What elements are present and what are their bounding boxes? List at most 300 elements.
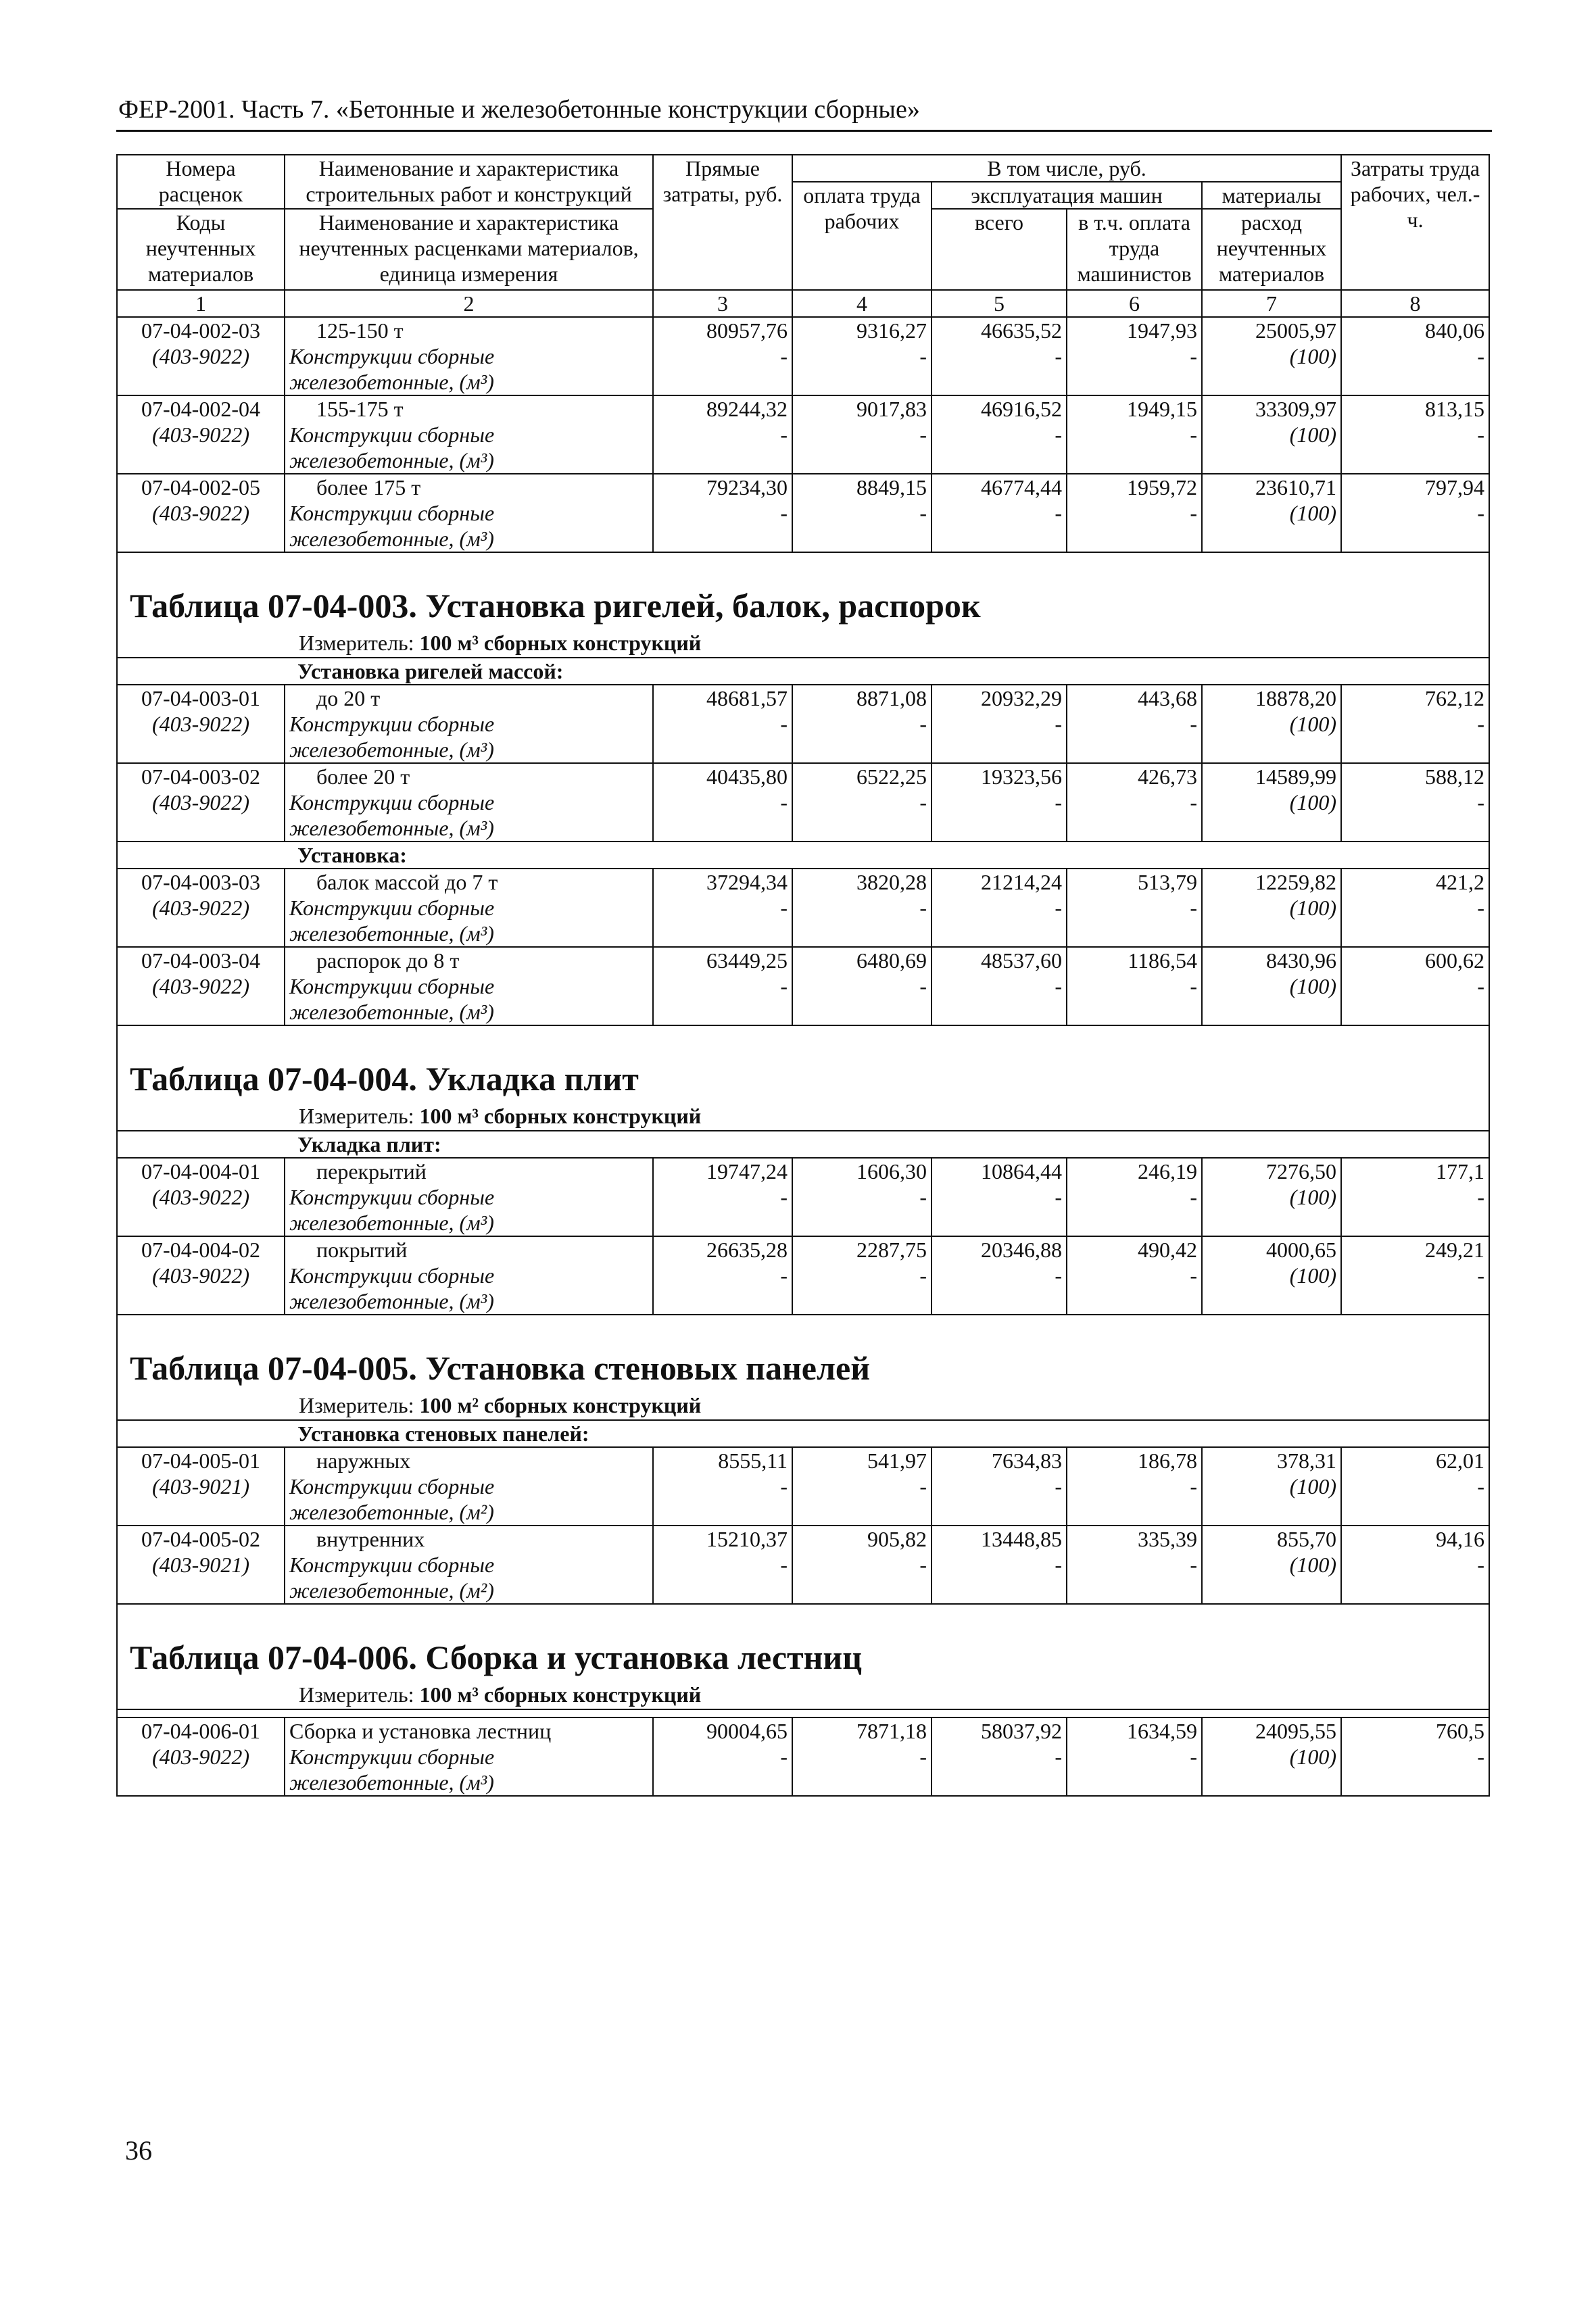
col-number: 4 (792, 290, 932, 317)
labor-hours-value: 762,12 (1425, 686, 1485, 710)
rate-code-sub: (403-9022) (152, 974, 249, 998)
machinist-pay (1067, 685, 1202, 763)
machine-total-value: 48537,60 (981, 948, 1062, 973)
rate-code (117, 1447, 285, 1526)
labor-pay-value: 2287,75 (856, 1238, 927, 1262)
labor-pay-value: 8849,15 (856, 475, 927, 499)
rate-code (117, 1717, 285, 1796)
materials-cost (1202, 1158, 1341, 1236)
rate-code-sub: (403-9022) (152, 1185, 249, 1209)
materials-cost-sub: (100) (1289, 974, 1337, 998)
material-unit: железобетонные, (м²) (289, 1578, 494, 1603)
work-name-cell (285, 1447, 653, 1526)
table-row (117, 1526, 1489, 1604)
materials-cost-sub: (100) (1289, 1185, 1337, 1209)
labor-pay-sub: - (919, 1745, 927, 1769)
machinist-pay-value: 1634,59 (1127, 1719, 1197, 1743)
labor-hours (1341, 763, 1489, 842)
direct-costs (653, 1447, 792, 1526)
work-name-cell (285, 947, 653, 1025)
work-name-cell (285, 317, 653, 395)
rate-code-sub: (403-9022) (152, 344, 249, 368)
rate-code (117, 395, 285, 474)
labor-hours-value: 94,16 (1436, 1527, 1485, 1551)
machine-total (932, 1158, 1067, 1236)
machine-total-value: 10864,44 (981, 1159, 1062, 1184)
table-row (117, 474, 1489, 552)
labor-hours (1341, 317, 1489, 395)
direct-costs-value: 37294,34 (706, 870, 788, 894)
machinist-pay-sub: - (1190, 1263, 1197, 1288)
machinist-pay-value: 1959,72 (1127, 475, 1197, 499)
machinist-pay-sub: - (1190, 896, 1197, 920)
labor-pay-sub: - (919, 422, 927, 447)
measure-value: 100 м³ сборных конструкций (419, 631, 702, 655)
direct-costs (653, 1158, 792, 1236)
labor-pay-value: 9017,83 (856, 397, 927, 421)
work-name-cell (285, 1236, 653, 1315)
table-row (117, 1236, 1489, 1315)
work-name: 125-150 т (316, 318, 404, 343)
measure-label: Измеритель: (299, 1682, 414, 1707)
machinist-pay-value: 1947,93 (1127, 318, 1197, 343)
rate-code-value: 07-04-002-04 (141, 397, 260, 421)
group-label: Установка ригелей массой: (117, 658, 1489, 685)
col-number: 5 (932, 290, 1067, 317)
machine-total-sub: - (1055, 501, 1062, 525)
machine-total-value: 58037,92 (981, 1719, 1062, 1743)
direct-costs (653, 1717, 792, 1796)
machine-total-value: 20346,88 (981, 1238, 1062, 1262)
table-measure (117, 1678, 1489, 1709)
direct-costs-sub: - (780, 1474, 788, 1498)
materials-cost (1202, 1447, 1341, 1526)
rate-code-sub: (403-9022) (152, 501, 249, 525)
machinist-pay (1067, 1158, 1202, 1236)
direct-costs (653, 474, 792, 552)
labor-hours-sub: - (1477, 501, 1485, 525)
materials-cost-sub: (100) (1289, 1263, 1337, 1288)
work-name: наружных (316, 1448, 411, 1473)
direct-costs-value: 8555,11 (718, 1448, 788, 1473)
labor-hours-sub: - (1477, 1553, 1485, 1577)
machinist-pay (1067, 869, 1202, 947)
machinist-pay-value: 443,68 (1138, 686, 1197, 710)
materials-cost (1202, 474, 1341, 552)
rate-code-value: 07-04-003-03 (141, 870, 260, 894)
labor-pay-sub: - (919, 1263, 927, 1288)
materials-cost-sub: (100) (1289, 1553, 1337, 1577)
labor-pay (792, 1447, 932, 1526)
work-name: 155-175 т (316, 397, 404, 421)
labor-hours (1341, 869, 1489, 947)
machinist-pay-value: 246,19 (1138, 1159, 1197, 1184)
labor-hours-sub: - (1477, 1474, 1485, 1498)
direct-costs-sub: - (780, 501, 788, 525)
labor-pay-sub: - (919, 1185, 927, 1209)
machine-total-value: 13448,85 (981, 1527, 1062, 1551)
materials-cost (1202, 869, 1341, 947)
labor-pay (792, 1526, 932, 1604)
rate-code-value: 07-04-002-03 (141, 318, 260, 343)
labor-hours-sub: - (1477, 422, 1485, 447)
direct-costs (653, 685, 792, 763)
labor-pay-sub: - (919, 344, 927, 368)
machinist-pay-value: 426,73 (1138, 764, 1197, 789)
rate-code-sub: (403-9022) (152, 712, 249, 736)
table-title: Таблица 07-04-003. Установка ригелей, балок, распорок (117, 552, 1489, 626)
page-number: 36 (125, 2135, 152, 2166)
machine-total (932, 869, 1067, 947)
work-name: более 20 т (316, 764, 410, 789)
labor-pay (792, 317, 932, 395)
col-number: 7 (1202, 290, 1341, 317)
labor-hours-value: 600,62 (1425, 948, 1485, 973)
direct-costs-value: 19747,24 (706, 1159, 788, 1184)
col-number: 8 (1341, 290, 1489, 317)
measure-value: 100 м² сборных конструкций (419, 1393, 702, 1417)
labor-hours-value: 760,5 (1436, 1719, 1485, 1743)
labor-pay-value: 6480,69 (856, 948, 927, 973)
work-name: внутренних (316, 1527, 425, 1551)
col-header-materials: материалы (1202, 182, 1341, 209)
group-label: Укладка плит: (117, 1131, 1489, 1158)
work-name: перекрытий (316, 1159, 427, 1184)
labor-pay-value: 9316,27 (856, 318, 927, 343)
machinist-pay-sub: - (1190, 1185, 1197, 1209)
labor-hours (1341, 395, 1489, 474)
work-name-cell (285, 763, 653, 842)
machinist-pay-value: 1186,54 (1128, 948, 1197, 973)
table-measure (117, 626, 1489, 658)
machine-total-value: 46774,44 (981, 475, 1062, 499)
labor-hours-value: 840,06 (1425, 318, 1485, 343)
labor-hours-value: 813,15 (1425, 397, 1485, 421)
machine-total (932, 395, 1067, 474)
machinist-pay (1067, 1236, 1202, 1315)
material-name: Конструкции сборные (289, 896, 495, 920)
material-name: Конструкции сборные (289, 1745, 495, 1769)
materials-cost-sub: (100) (1289, 501, 1337, 525)
work-name-cell (285, 395, 653, 474)
labor-pay-value: 7871,18 (856, 1719, 927, 1743)
machine-total-value: 20932,29 (981, 686, 1062, 710)
work-name: покрытий (316, 1238, 408, 1262)
direct-costs-sub: - (780, 790, 788, 814)
machine-total-sub: - (1055, 1185, 1062, 1209)
labor-hours (1341, 685, 1489, 763)
col-header-direct-costs: Прямые затраты, руб. (653, 155, 792, 290)
measure-value: 100 м³ сборных конструкций (419, 1104, 702, 1128)
work-name: распорок до 8 т (316, 948, 460, 973)
materials-cost-value: 4000,65 (1266, 1238, 1337, 1262)
machine-total-value: 21214,24 (981, 870, 1062, 894)
machinist-pay (1067, 763, 1202, 842)
material-unit: железобетонные, (м³) (289, 1770, 494, 1795)
labor-hours-sub: - (1477, 1185, 1485, 1209)
labor-pay-sub: - (919, 790, 927, 814)
labor-hours-value: 62,01 (1436, 1448, 1485, 1473)
machinist-pay (1067, 1447, 1202, 1526)
machinist-pay (1067, 1717, 1202, 1796)
work-name: более 175 т (316, 475, 421, 499)
col-number: 1 (117, 290, 285, 317)
materials-cost (1202, 317, 1341, 395)
group-label: Установка стеновых панелей: (117, 1420, 1489, 1447)
table-row (117, 1447, 1489, 1526)
col-header-rate-numbers: Номера расценок (117, 155, 285, 209)
direct-costs-sub: - (780, 974, 788, 998)
work-name-cell (285, 869, 653, 947)
machine-total-value: 46635,52 (981, 318, 1062, 343)
direct-costs-value: 63449,25 (706, 948, 788, 973)
table-title: Таблица 07-04-004. Укладка плит (117, 1025, 1489, 1099)
labor-pay-sub: - (919, 1553, 927, 1577)
machinist-pay (1067, 474, 1202, 552)
col-header-machine-op: эксплуатация машин (932, 182, 1202, 209)
rate-code-sub: (403-9022) (152, 896, 249, 920)
labor-hours (1341, 474, 1489, 552)
rate-code-value: 07-04-004-02 (141, 1238, 260, 1262)
labor-hours (1341, 1717, 1489, 1796)
labor-pay-value: 1606,30 (856, 1159, 927, 1184)
machine-total-sub: - (1055, 344, 1062, 368)
material-name: Конструкции сборные (289, 790, 495, 814)
labor-pay-value: 6522,25 (856, 764, 927, 789)
materials-cost (1202, 685, 1341, 763)
machine-total-sub: - (1055, 1474, 1062, 1498)
rate-code-sub: (403-9022) (152, 422, 249, 447)
labor-hours-value: 177,1 (1436, 1159, 1485, 1184)
table-measure (117, 1099, 1489, 1131)
work-name-cell (285, 1717, 653, 1796)
table-row (117, 395, 1489, 474)
rate-code (117, 1158, 285, 1236)
machinist-pay-value: 1949,15 (1127, 397, 1197, 421)
labor-pay (792, 685, 932, 763)
labor-pay (792, 763, 932, 842)
material-unit: железобетонные, (м³) (289, 527, 494, 551)
material-name: Конструкции сборные (289, 1185, 495, 1209)
rate-code-value: 07-04-003-01 (141, 686, 260, 710)
direct-costs-value: 15210,37 (706, 1527, 788, 1551)
table-row (117, 869, 1489, 947)
labor-pay-value: 8871,08 (856, 686, 927, 710)
direct-costs-value: 26635,28 (706, 1238, 788, 1262)
measure-value: 100 м³ сборных конструкций (419, 1682, 702, 1707)
materials-cost-sub: (100) (1289, 790, 1337, 814)
materials-cost-sub: (100) (1289, 344, 1337, 368)
labor-hours-sub: - (1477, 790, 1485, 814)
materials-cost-sub: (100) (1289, 1474, 1337, 1498)
machinist-pay-value: 335,39 (1138, 1527, 1197, 1551)
rate-code-value: 07-04-003-04 (141, 948, 260, 973)
machinist-pay-sub: - (1190, 712, 1197, 736)
work-name-cell (285, 474, 653, 552)
labor-hours (1341, 1526, 1489, 1604)
measure-label: Измеритель: (299, 631, 414, 655)
machine-total-value: 19323,56 (981, 764, 1062, 789)
material-name: Конструкции сборные (289, 422, 495, 447)
labor-hours-sub: - (1477, 1263, 1485, 1288)
labor-pay (792, 1236, 932, 1315)
direct-costs-sub: - (780, 1185, 788, 1209)
measure-label: Измеритель: (299, 1393, 414, 1417)
materials-cost-value: 378,31 (1277, 1448, 1337, 1473)
rate-code (117, 947, 285, 1025)
material-name: Конструкции сборные (289, 1474, 495, 1498)
table-measure (117, 1388, 1489, 1420)
labor-hours (1341, 947, 1489, 1025)
labor-pay-sub: - (919, 1474, 927, 1498)
table-title: Таблица 07-04-006. Сборка и установка лестниц (117, 1604, 1489, 1678)
machinist-pay (1067, 947, 1202, 1025)
measure-label: Измеритель: (299, 1104, 414, 1128)
materials-cost (1202, 1526, 1341, 1604)
direct-costs-value: 40435,80 (706, 764, 788, 789)
labor-hours-sub: - (1477, 1745, 1485, 1769)
rate-code-value: 07-04-005-02 (141, 1527, 260, 1551)
direct-costs-value: 48681,57 (706, 686, 788, 710)
direct-costs (653, 763, 792, 842)
rate-code-value: 07-04-004-01 (141, 1159, 260, 1184)
machine-total (932, 947, 1067, 1025)
machine-total-sub: - (1055, 1263, 1062, 1288)
col-number: 2 (285, 290, 653, 317)
materials-cost-value: 14589,99 (1255, 764, 1337, 789)
col-header-material-name: Наименование и характеристика неучтенных расценками материалов, единица измерения (285, 209, 653, 290)
col-header-work-name: Наименование и характеристика строительных работ и конструкций (285, 155, 653, 209)
table-row (117, 317, 1489, 395)
rate-code-sub: (403-9021) (152, 1553, 249, 1577)
labor-pay-value: 905,82 (867, 1527, 927, 1551)
work-name-cell (285, 1158, 653, 1236)
direct-costs (653, 317, 792, 395)
table-row (117, 1158, 1489, 1236)
machinist-pay-sub: - (1190, 422, 1197, 447)
direct-costs (653, 947, 792, 1025)
machine-total-value: 46916,52 (981, 397, 1062, 421)
rate-code (117, 474, 285, 552)
machinist-pay-sub: - (1190, 1745, 1197, 1769)
machine-total (932, 474, 1067, 552)
group-label: Установка: (117, 842, 1489, 869)
machinist-pay-sub: - (1190, 344, 1197, 368)
labor-hours-sub: - (1477, 344, 1485, 368)
col-number: 6 (1067, 290, 1202, 317)
rate-code (117, 1236, 285, 1315)
machinist-pay-value: 186,78 (1138, 1448, 1197, 1473)
materials-cost-value: 855,70 (1277, 1527, 1337, 1551)
labor-hours-value: 797,94 (1425, 475, 1485, 499)
work-name: до 20 т (316, 686, 381, 710)
machine-total-sub: - (1055, 1553, 1062, 1577)
col-header-machinist-pay: в т.ч. оплата труда машинистов (1067, 209, 1202, 290)
material-unit: железобетонные, (м³) (289, 1000, 494, 1024)
direct-costs-sub: - (780, 422, 788, 447)
rate-code-value: 07-04-005-01 (141, 1448, 260, 1473)
labor-pay-sub: - (919, 501, 927, 525)
labor-pay-sub: - (919, 896, 927, 920)
rate-code (117, 685, 285, 763)
rate-code-value: 07-04-002-05 (141, 475, 260, 499)
direct-costs-value: 80957,76 (706, 318, 788, 343)
machine-total (932, 1526, 1067, 1604)
page-header-title: ФЕР-2001. Часть 7. «Бетонные и железобетонные конструкции сборные» (118, 95, 920, 124)
materials-cost-sub: (100) (1289, 896, 1337, 920)
materials-cost-value: 23610,71 (1255, 475, 1337, 499)
machinist-pay (1067, 1526, 1202, 1604)
col-header-including: В том числе, руб. (792, 155, 1341, 182)
machinist-pay-sub: - (1190, 974, 1197, 998)
rate-code-sub: (403-9022) (152, 1745, 249, 1769)
labor-pay (792, 1158, 932, 1236)
material-unit: железобетонные, (м³) (289, 1289, 494, 1313)
machine-total-sub: - (1055, 1745, 1062, 1769)
machinist-pay-sub: - (1190, 1474, 1197, 1498)
direct-costs-sub: - (780, 712, 788, 736)
rate-code (117, 1526, 285, 1604)
rates-table (116, 154, 1490, 1797)
col-header-machine-total: всего (932, 209, 1067, 290)
machinist-pay-sub: - (1190, 790, 1197, 814)
material-unit: железобетонные, (м³) (289, 816, 494, 840)
direct-costs-sub: - (780, 1745, 788, 1769)
labor-hours-value: 249,21 (1425, 1238, 1485, 1262)
work-name-cell (285, 1526, 653, 1604)
direct-costs-value: 79234,30 (706, 475, 788, 499)
work-name: балок массой до 7 т (316, 870, 498, 894)
materials-cost-value: 8430,96 (1266, 948, 1337, 973)
materials-cost (1202, 947, 1341, 1025)
direct-costs (653, 1526, 792, 1604)
machine-total (932, 1447, 1067, 1526)
machine-total-value: 7634,83 (992, 1448, 1062, 1473)
labor-pay (792, 947, 932, 1025)
machine-total (932, 317, 1067, 395)
machinist-pay (1067, 395, 1202, 474)
machinist-pay-value: 490,42 (1138, 1238, 1197, 1262)
labor-hours-value: 588,12 (1425, 764, 1485, 789)
col-header-labor-costs: Затраты труда рабочих, чел.-ч. (1341, 155, 1489, 290)
table-title: Таблица 07-04-005. Установка стеновых панелей (117, 1315, 1489, 1388)
machinist-pay-value: 513,79 (1138, 870, 1197, 894)
materials-cost-value: 33309,97 (1255, 397, 1337, 421)
rate-code-sub: (403-9022) (152, 1263, 249, 1288)
rate-code (117, 317, 285, 395)
labor-pay (792, 1717, 932, 1796)
labor-pay-value: 541,97 (867, 1448, 927, 1473)
machine-total-sub: - (1055, 974, 1062, 998)
work-name-cell (285, 685, 653, 763)
materials-cost (1202, 1236, 1341, 1315)
labor-pay-sub: - (919, 712, 927, 736)
machine-total (932, 1717, 1067, 1796)
labor-pay-value: 3820,28 (856, 870, 927, 894)
material-unit: железобетонные, (м³) (289, 1211, 494, 1235)
material-name: Конструкции сборные (289, 1553, 495, 1577)
rate-code-sub: (403-9022) (152, 790, 249, 814)
labor-pay (792, 395, 932, 474)
col-header-labor-pay: оплата труда рабочих (792, 182, 932, 290)
machinist-pay-sub: - (1190, 501, 1197, 525)
header-rule (116, 130, 1492, 132)
labor-hours-sub: - (1477, 974, 1485, 998)
machine-total (932, 1236, 1067, 1315)
col-header-materials-use: расход неучтенных материалов (1202, 209, 1341, 290)
material-name: Конструкции сборные (289, 712, 495, 736)
direct-costs-value: 90004,65 (706, 1719, 788, 1743)
